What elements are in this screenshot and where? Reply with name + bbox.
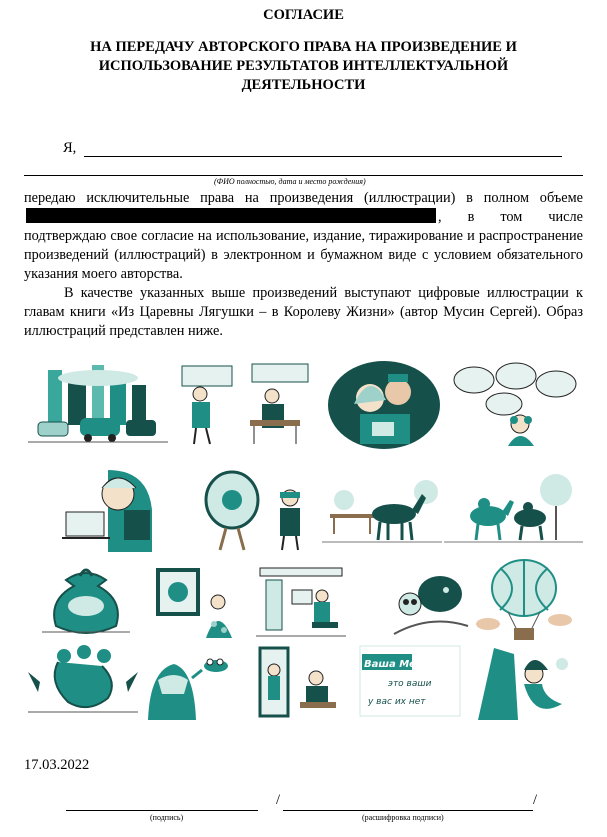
note-line-3: у вас их нет [368, 697, 426, 707]
consent-text [24, 189, 583, 341]
declarant-caption: (ФИО полностью, дата и место рождения) [214, 177, 366, 186]
decryption-caption: (расшифровка подписи) [362, 813, 444, 822]
city-traffic-illustration [28, 360, 168, 450]
signature-line[interactable] [66, 796, 258, 811]
document-date: 17.03.2022 [24, 757, 90, 773]
thought-clouds-illustration [444, 360, 583, 450]
horse-illustration [322, 464, 442, 554]
note-line-2: это ваши [388, 679, 432, 689]
paragraph-1-start: передаю исключительные права на произведения (иллюстрации) в полном объеме [24, 190, 583, 206]
doorway-figure-illustration [254, 644, 344, 720]
paragraph-1-end: , в том числе подтверждаю свое согласие на использование, издание, тиражирование и распространение произведений (иллюстраций) в электронном и бумажном виде с условием обязательного указания моего авторства. [24, 209, 583, 282]
room-scene-illustration [256, 564, 346, 644]
note-line-1: Ваша Мечта [364, 659, 436, 670]
subtitle-line-2: ИСПОЛЬЗОВАНИЕ РЕЗУЛЬТАТОВ ИНТЕЛЛЕКТУАЛЬНОЙ [98, 58, 509, 74]
money-bag-illustration [36, 560, 136, 640]
hot-air-balloon-illustration [474, 558, 574, 648]
signature-decryption-line[interactable] [283, 796, 533, 811]
subtitle-line-3: ДЕЯТЕЛЬНОСТИ [241, 77, 366, 93]
mirror-gnome-illustration [186, 464, 326, 554]
handwritten-note-illustration [358, 644, 462, 720]
slash-right: / [533, 792, 538, 808]
illustrations-grid [28, 360, 583, 720]
camels-illustration [444, 460, 583, 552]
signature-caption: (подпись) [150, 813, 184, 822]
subtitle-line-1: НА ПЕРЕДАЧУ АВТОРСКОГО ПРАВА НА ПРОИЗВЕДЕНИЕ И [90, 39, 517, 55]
owl-hedgehog-illustration [390, 564, 470, 644]
document-title: СОГЛАСИЕ [263, 7, 344, 23]
dragon-illustration [28, 642, 138, 718]
people-on-bench-illustration [176, 360, 316, 450]
painting-girl-illustration [152, 564, 242, 644]
woman-at-laptop-illustration [48, 460, 168, 552]
document-subtitle [0, 38, 607, 95]
couple-portrait-illustration [324, 360, 444, 450]
redacted-block [26, 208, 436, 223]
declarant-birth-line[interactable] [24, 158, 583, 176]
mermaid-illustration [474, 644, 578, 720]
cloaked-figure-frog-illustration [144, 650, 234, 720]
consent-paragraph-1 [24, 189, 583, 284]
slash-left: / [276, 792, 281, 808]
consent-paragraph-2: В качестве указанных выше произведений выступают цифровые иллюстрации к главам книги «Из Царевны Лягушки – в Королеву Жизни» (автор Мусин Сергей). Образ иллюстраций представлен ниже. [24, 285, 583, 339]
declarant-prefix: Я, [63, 140, 77, 156]
declarant-name-line[interactable] [84, 139, 562, 157]
